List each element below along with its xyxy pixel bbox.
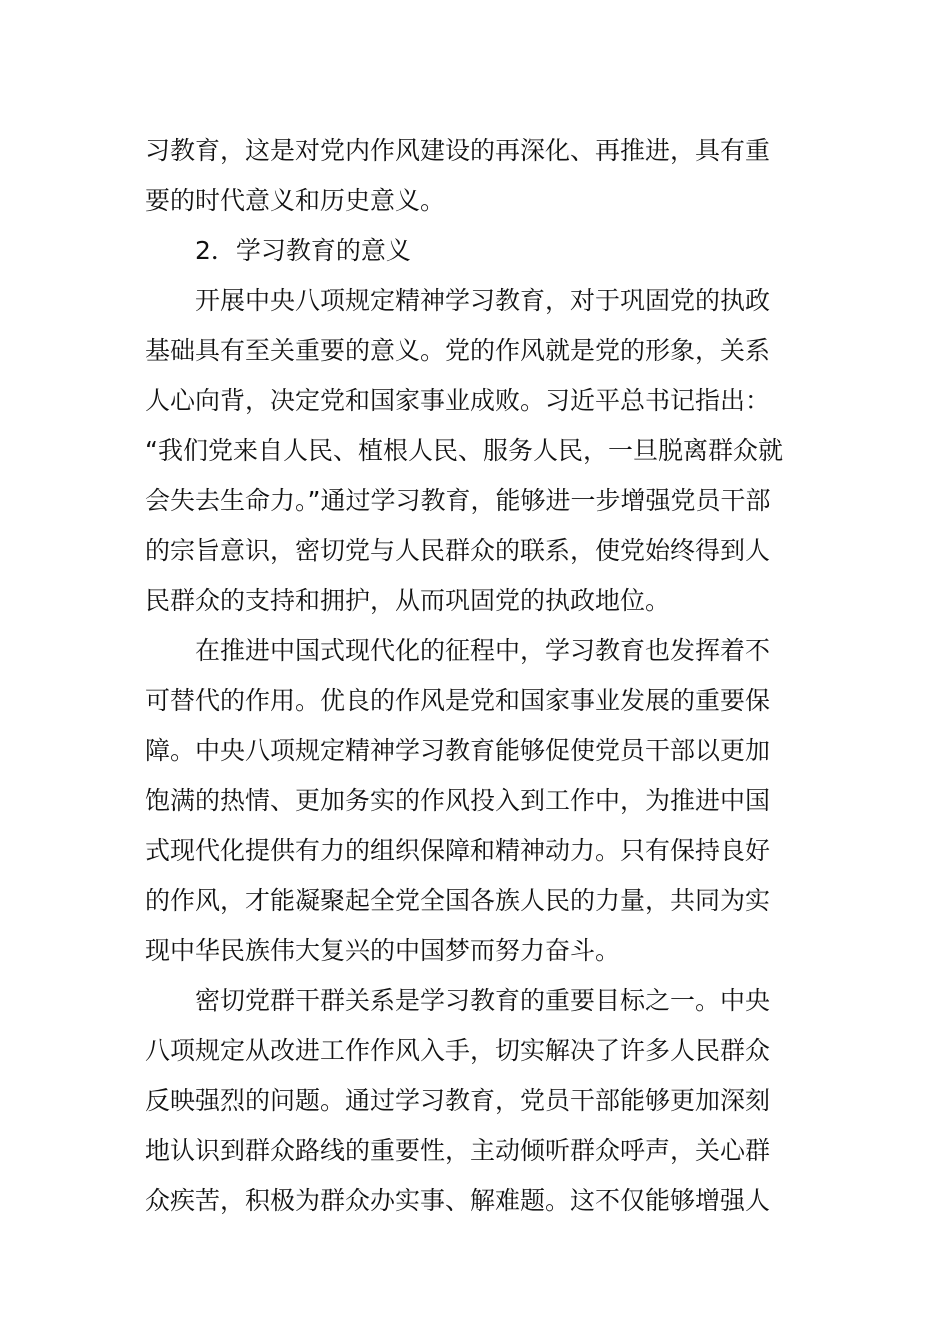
text-line: 密切党群干群关系是学习教育的重要目标之一。中央 xyxy=(195,986,771,1015)
text-line: 式现代化提供有力的组织保障和精神动力。只有保持良好 xyxy=(145,836,771,865)
text-line: 基础具有至关重要的意义。党的作风就是党的形象，关系 xyxy=(145,336,771,365)
text-line: 民群众的支持和拥护，从而巩固党的执政地位。 xyxy=(145,586,671,615)
text-line: 开展中央八项规定精神学习教育，对于巩固党的执政 xyxy=(195,286,771,315)
text-line: 习教育，这是对党内作风建设的再深化、再推进，具有重 xyxy=(145,136,771,165)
text-line: 会失去生命力。”通过学习教育，能够进一步增强党员干部 xyxy=(145,486,771,515)
text-line: 众疾苦，积极为群众办实事、解难题。这不仅能够增强人 xyxy=(145,1186,771,1215)
text-line: 现中华民族伟大复兴的中国梦而努力奋斗。 xyxy=(145,936,621,965)
text-line: 人心向背，决定党和国家事业成败。习近平总书记指出： xyxy=(145,386,771,415)
text-line: 八项规定从改进工作作风入手，切实解决了许多人民群众 xyxy=(145,1036,771,1065)
document-body xyxy=(145,126,807,1226)
text-line: 障。中央八项规定精神学习教育能够促使党员干部以更加 xyxy=(145,736,771,765)
text-line: 要的时代意义和历史意义。 xyxy=(145,186,446,215)
section-heading: 2．学习教育的意义 xyxy=(195,236,411,265)
text-line: 可替代的作用。优良的作风是党和国家事业发展的重要保 xyxy=(145,686,771,715)
text-line: 地认识到群众路线的重要性，主动倾听群众呼声，关心群 xyxy=(145,1136,771,1165)
text-line: “我们党来自人民、植根人民、服务人民，一旦脱离群众就 xyxy=(145,436,783,465)
text-line: 的宗旨意识，密切党与人民群众的联系，使党始终得到人 xyxy=(145,536,771,565)
text-line: 在推进中国式现代化的征程中，学习教育也发挥着不 xyxy=(195,636,771,665)
text-line: 饱满的热情、更加务实的作风投入到工作中，为推进中国 xyxy=(145,786,771,815)
text-line: 的作风，才能凝聚起全党全国各族人民的力量，共同为实 xyxy=(145,886,771,915)
text-line: 反映强烈的问题。通过学习教育，党员干部能够更加深刻 xyxy=(145,1086,771,1115)
